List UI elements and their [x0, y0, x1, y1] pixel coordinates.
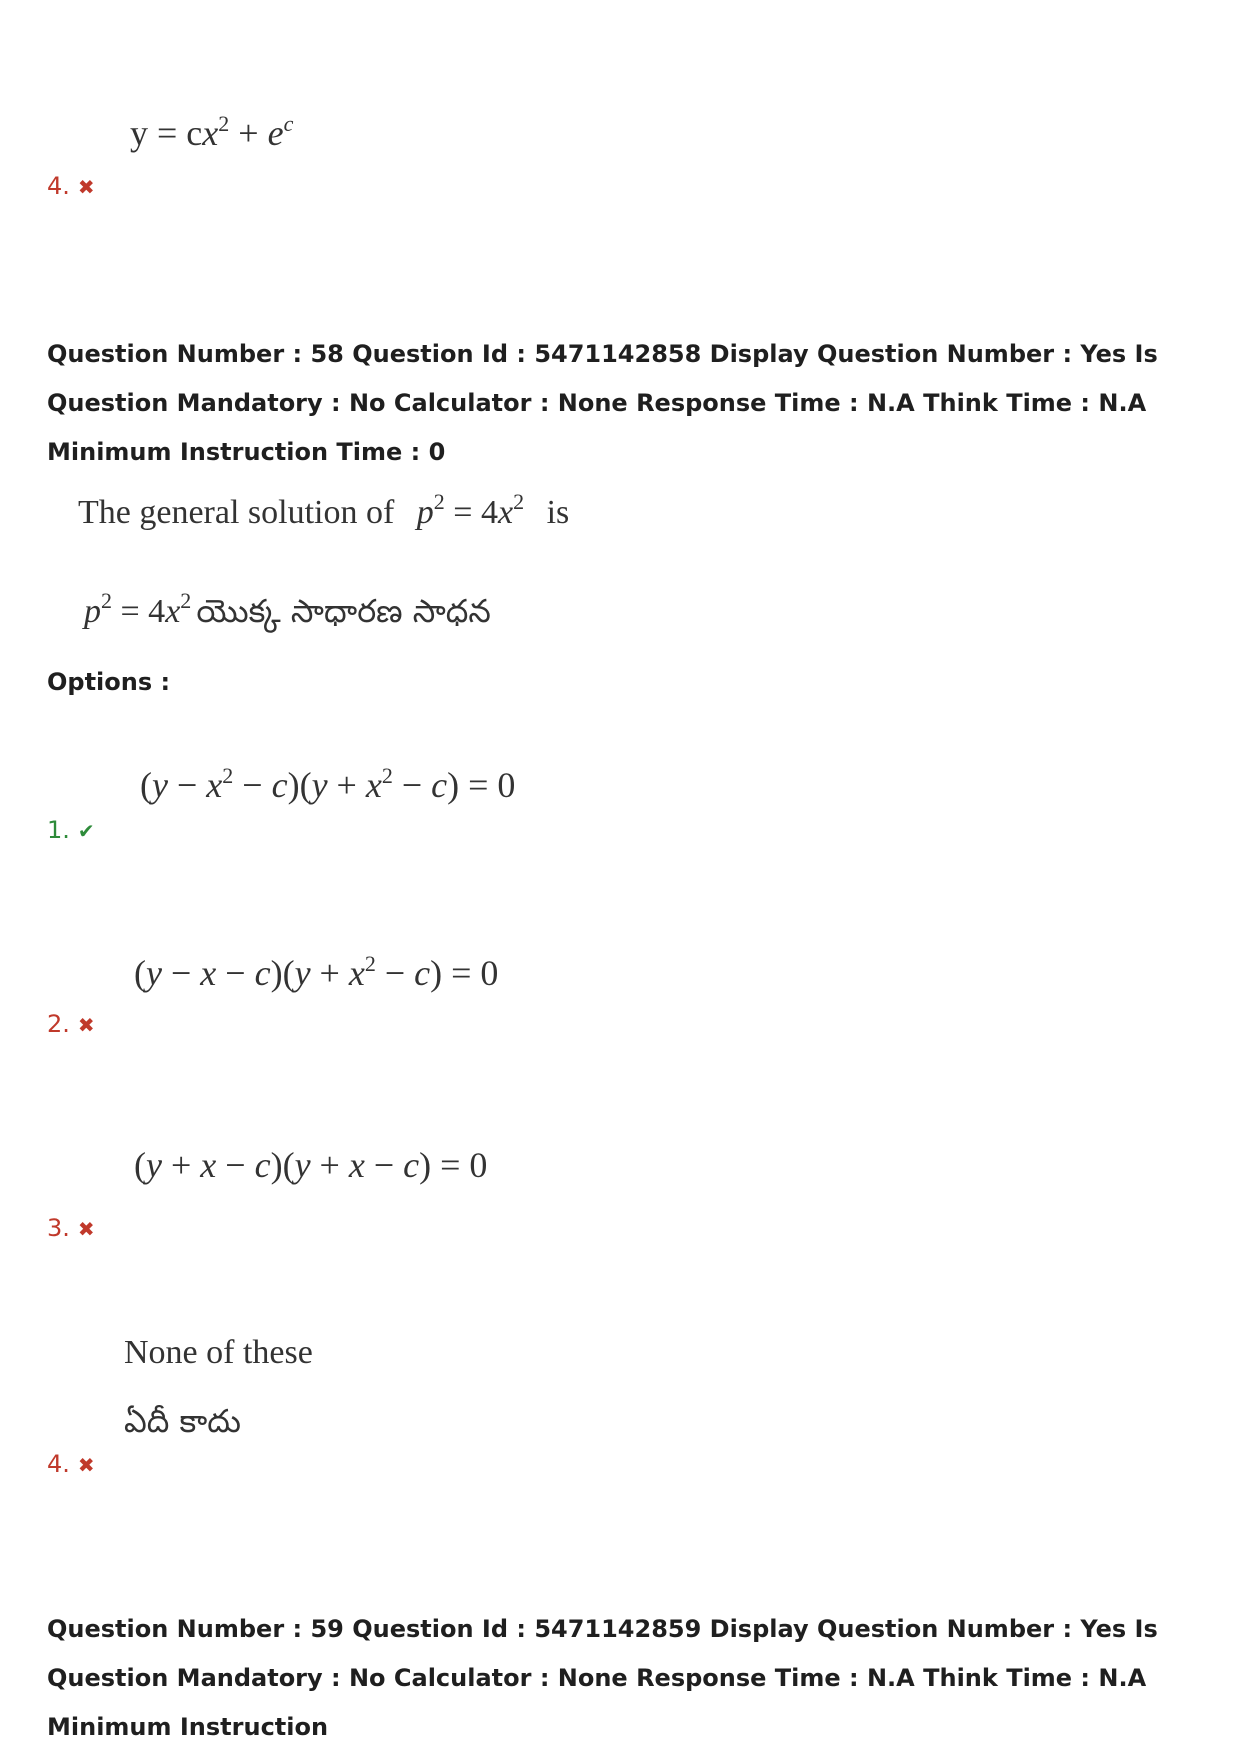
question-text-te-suffix: యొక్క సాధారణ సాధన	[196, 592, 491, 630]
option-number-label: 2.	[47, 1010, 70, 1038]
check-icon: ✔	[77, 819, 95, 843]
question-text-prefix: The general solution of	[78, 494, 395, 531]
option-1-formula: $(y - x^2 - c)(y + x^2 - c) = 0$	[140, 763, 516, 805]
option-2-number	[47, 1010, 95, 1038]
option-3-number	[47, 1214, 95, 1242]
option-4-text-en: None of these	[124, 1334, 313, 1371]
question-58-text-te	[84, 588, 491, 638]
cross-icon: ✖	[77, 175, 95, 199]
option-4-number	[47, 1450, 95, 1478]
option-number-label: 4.	[47, 172, 70, 200]
prev-option-4-formula: $y = cx^2 + e^c$	[130, 111, 294, 153]
options-label: Options :	[47, 668, 171, 696]
option-4-text-te: ఏదీ కాదు	[124, 1402, 241, 1440]
question-formula: $p^2 = 4x^2$	[416, 489, 525, 531]
question-formula-te: $p^2 = 4x^2$	[84, 588, 192, 630]
option-3-formula: (y + x − c)(y + x − c) = 0	[134, 1145, 488, 1185]
question-58-text-en	[78, 489, 570, 532]
prev-option-4-number	[47, 172, 95, 200]
question-text-suffix: is	[546, 494, 570, 531]
question-59-meta: Question Number : 59 Question Id : 5471142859 Display Question Number : Yes Is Question Mandatory : No Calculator : None Response Time : N.A Think Time : N.A Minimum Instruction	[47, 1615, 1158, 1741]
cross-icon: ✖	[77, 1013, 95, 1037]
option-number-label: 3.	[47, 1214, 70, 1242]
option-number-label: 4.	[47, 1450, 70, 1478]
option-1-number	[47, 816, 95, 844]
cross-icon: ✖	[77, 1453, 95, 1477]
question-58-meta: Question Number : 58 Question Id : 5471142858 Display Question Number : Yes Is Question Mandatory : No Calculator : None Response Time : N.A Think Time : N.A Minimum Instruction Time : 0	[47, 340, 1158, 466]
cross-icon: ✖	[77, 1217, 95, 1241]
option-number-label: 1.	[47, 816, 70, 844]
option-2-formula: $(y - x - c)(y + x^2 - c) = 0$	[134, 951, 499, 993]
